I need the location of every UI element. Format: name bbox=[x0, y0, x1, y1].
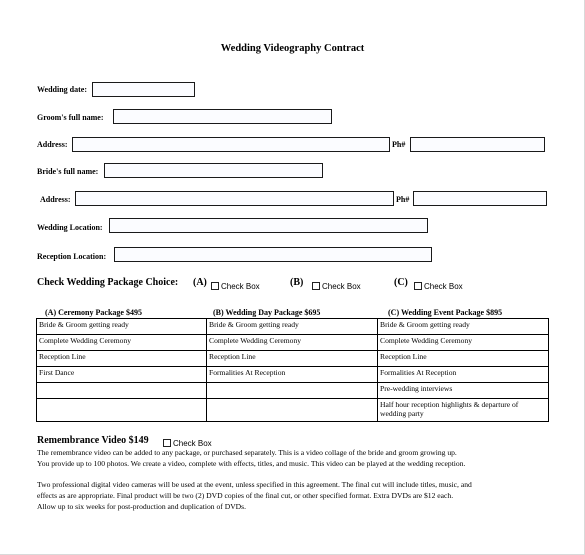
package-choice-title: Check Wedding Package Choice: bbox=[37, 277, 179, 288]
table-row bbox=[37, 367, 549, 383]
remembrance-checkbox-label: Check Box bbox=[173, 438, 212, 448]
option-a-checkbox-label: Check Box bbox=[221, 281, 260, 291]
remembrance-paragraph bbox=[37, 447, 557, 469]
bride-name-field[interactable] bbox=[104, 163, 323, 178]
table-cell bbox=[37, 399, 207, 422]
bride-name-label: Bride's full name: bbox=[37, 167, 99, 176]
table-cell: Bride & Groom getting ready bbox=[378, 319, 549, 335]
table-cell: Bride & Groom getting ready bbox=[207, 319, 378, 335]
table-cell: Complete Wedding Ceremony bbox=[37, 335, 207, 351]
groom-phone-field[interactable] bbox=[410, 137, 545, 152]
groom-address-label: Address: bbox=[37, 140, 68, 149]
table-cell bbox=[207, 383, 378, 399]
table-row bbox=[37, 335, 549, 351]
page-title: Wedding Videography Contract bbox=[220, 43, 365, 54]
table-cell bbox=[37, 383, 207, 399]
table-cell: Formalities At Reception bbox=[207, 367, 378, 383]
table-cell: First Dance bbox=[37, 367, 207, 383]
paragraph-line: You provide up to 100 photos. We create a video, complete with effects, titles, and music. This video can be played at the wedding reception. bbox=[37, 459, 466, 468]
option-b-checkbox-label: Check Box bbox=[322, 281, 361, 291]
groom-name-label: Groom's full name: bbox=[37, 113, 104, 122]
option-a-checkbox[interactable] bbox=[211, 282, 219, 290]
table-cell bbox=[207, 399, 378, 422]
table-row bbox=[37, 383, 549, 399]
bride-address-label: Address: bbox=[40, 195, 71, 204]
reception-location-label: Reception Location: bbox=[37, 252, 107, 261]
table-cell: Bride & Groom getting ready bbox=[37, 319, 207, 335]
terms-paragraph bbox=[37, 479, 557, 512]
package-table bbox=[36, 318, 549, 422]
paragraph-line: The remembrance video can be added to any package, or purchased separately. This is a video collage of the bride and groom growing up. bbox=[37, 448, 457, 457]
package-b-header: (B) Wedding Day Package $695 bbox=[213, 308, 321, 317]
reception-location-field[interactable] bbox=[114, 247, 432, 262]
wedding-location-label: Wedding Location: bbox=[37, 223, 103, 232]
option-a-letter: (A) bbox=[193, 277, 207, 288]
groom-name-field[interactable] bbox=[113, 109, 332, 124]
table-row bbox=[37, 399, 549, 422]
paragraph-line: Two professional digital video cameras will be used at the event, unless specified in this agreement. The final cut will include titles, music, and bbox=[37, 480, 472, 489]
paragraph-line: effects as are appropriate. Final product will be two (2) DVD copies of the final cut, or other specified format. Extra DVDs are $12 each. bbox=[37, 491, 454, 500]
option-c-checkbox-group[interactable] bbox=[414, 277, 463, 295]
option-a-checkbox-group[interactable] bbox=[211, 277, 260, 295]
table-cell: Complete Wedding Ceremony bbox=[207, 335, 378, 351]
table-cell: Pre-wedding interviews bbox=[378, 383, 549, 399]
option-c-checkbox-label: Check Box bbox=[424, 281, 463, 291]
table-cell: Complete Wedding Ceremony bbox=[378, 335, 549, 351]
option-c-letter: (C) bbox=[394, 277, 408, 288]
groom-phone-label: Ph# bbox=[392, 140, 406, 149]
remembrance-title: Remembrance Video $149 bbox=[37, 435, 149, 446]
option-b-checkbox[interactable] bbox=[312, 282, 320, 290]
wedding-location-field[interactable] bbox=[109, 218, 428, 233]
table-cell: Half hour reception highlights & departure of wedding party bbox=[378, 399, 549, 422]
table-row bbox=[37, 351, 549, 367]
package-a-header: (A) Ceremony Package $495 bbox=[45, 308, 142, 317]
option-c-checkbox[interactable] bbox=[414, 282, 422, 290]
bride-phone-field[interactable] bbox=[413, 191, 547, 206]
table-cell: Formalities At Reception bbox=[378, 367, 549, 383]
groom-address-field[interactable] bbox=[72, 137, 390, 152]
bride-address-field[interactable] bbox=[75, 191, 394, 206]
paragraph-line: Allow up to six weeks for post-production and duplication of DVDs. bbox=[37, 502, 247, 511]
option-b-letter: (B) bbox=[290, 277, 304, 288]
table-cell: Reception Line bbox=[207, 351, 378, 367]
table-row bbox=[37, 319, 549, 335]
package-c-header: (C) Wedding Event Package $895 bbox=[388, 308, 503, 317]
table-cell: Reception Line bbox=[378, 351, 549, 367]
table-cell: Reception Line bbox=[37, 351, 207, 367]
option-b-checkbox-group[interactable] bbox=[312, 277, 361, 295]
bride-phone-label: Ph# bbox=[396, 195, 410, 204]
wedding-date-label: Wedding date: bbox=[37, 85, 88, 94]
wedding-date-field[interactable] bbox=[92, 82, 195, 97]
